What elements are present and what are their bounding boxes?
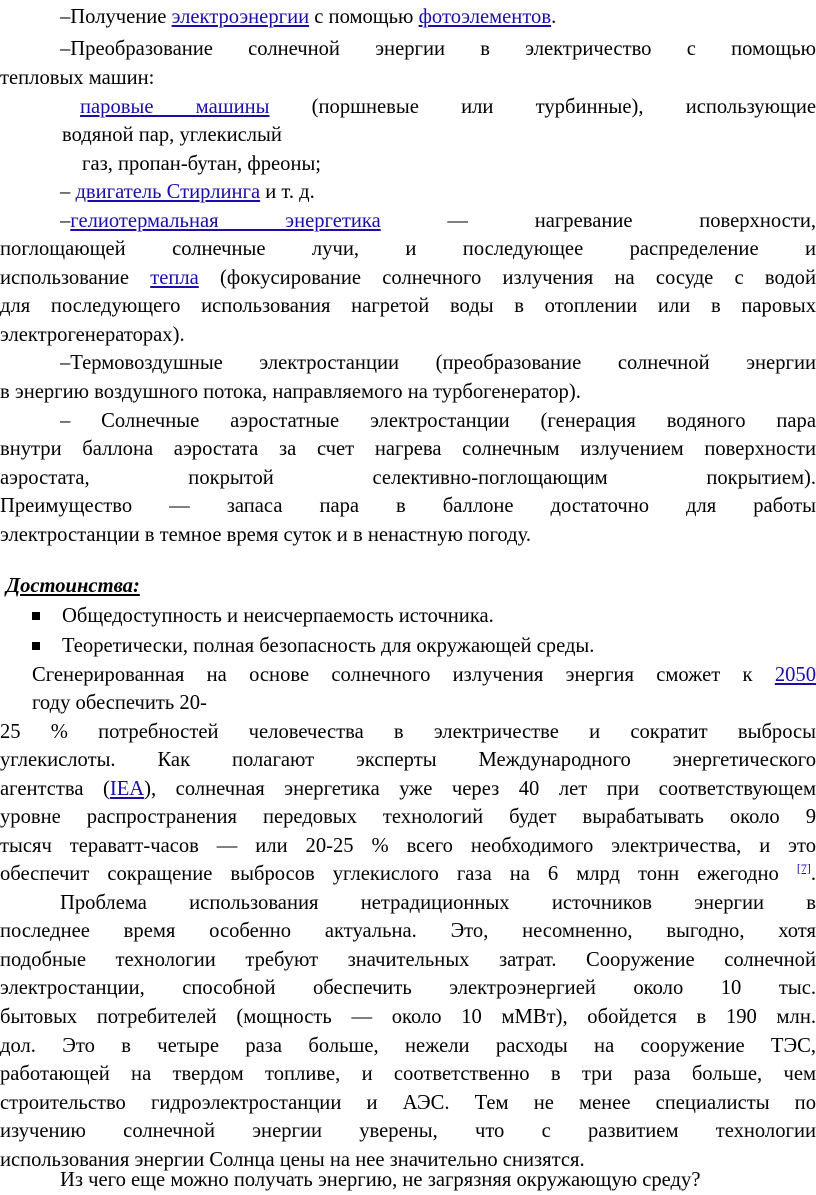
link-heat[interactable]: тепла (150, 267, 199, 289)
line-1: –Получение электроэнергии с помощью фотоэлементов. (60, 6, 557, 28)
line-38: изучению солнечной энергии уверены, что с развитием технологии (0, 1120, 816, 1142)
square-bullet-icon (32, 612, 40, 620)
line-34: бытовых потребителей (мощность — около 10 мМВт), обойдется в 190 млн. (0, 1006, 816, 1028)
link-steam-engines[interactable]: паровые машины (80, 96, 270, 118)
link-photocells[interactable]: фотоэлементов (418, 6, 552, 28)
line-10: использование тепла (фокусирование солнечного излучения на сосуде с водой (0, 267, 816, 289)
line-32: подобные технологии требуют значительных затрат. Сооружение солнечной (0, 949, 816, 971)
line-36: работающей на твердом топливе, и соответственно в три раза больше, чем (0, 1063, 816, 1085)
line-31: последнее время особенно актуальна. Это, несомненно, выгодно, хотя (0, 920, 816, 942)
line-40: Из чего еще можно получать энергию, не загрязняя окружающую среду? (60, 1169, 701, 1191)
line-2: –Преобразование солнечной энергии в электричество с помощью (60, 38, 816, 60)
line-25: углекислоты. Как полагают эксперты Международного энергетического (0, 749, 816, 771)
line-22: Сгенерированная на основе солнечного излучения энергия сможет к 2050 (32, 664, 816, 686)
link-heliothermal-energy[interactable]: гелиотермальная энергетика (70, 210, 381, 232)
line-37: строительство гидроэлектростанции и АЭС. Тем не менее специалисты по (0, 1092, 816, 1114)
link-iea[interactable]: IEA (109, 778, 145, 800)
line-5: водяной пар, углекислый (62, 124, 282, 146)
line-15: – Солнечные аэростатные электростанции (генерация водяного пара (60, 410, 816, 432)
line-30: Проблема использования нетрадиционных источников энергии в (60, 892, 816, 914)
link-2050[interactable]: 2050 (774, 664, 816, 686)
line-19: электростанции в темное время суток и в ненастную погоду. (0, 524, 531, 546)
bullet-item-2: Теоретически, полная безопасность для окружающей среды. (0, 631, 816, 661)
line-29: обеспечит сокращение выбросов углекислого газа на 6 млрд тонн ежегодно [7]. (0, 861, 816, 885)
line-8: –гелиотермальная энергетика — нагревание поверхности, (60, 210, 816, 232)
advantages-heading: Достоинства: (6, 575, 140, 597)
link-stirling-engine[interactable]: двигатель Стирлинга (75, 181, 261, 203)
line-39: использования энергии Солнца цены на нее значительно снизятся. (0, 1149, 585, 1171)
footnote-ref-7[interactable]: [7] (796, 861, 811, 876)
link-electroenergy[interactable]: электроэнергии (171, 6, 310, 28)
line-17: аэростата, покрытой селективно-поглощающим покрытием). (0, 467, 816, 489)
line-13: –Термовоздушные электростанции (преобразование солнечной энергии (60, 352, 816, 374)
line-12: электрогенераторах). (0, 324, 185, 346)
line-24: 25 % потребностей человечества в электричестве и сократит выбросы (0, 721, 816, 743)
line-7: – двигатель Стирлинга и т. д. (60, 181, 315, 203)
line-18: Преимущество — запаса пара в баллоне достаточно для работы (0, 495, 816, 517)
line-3: тепловых машин: (0, 67, 155, 89)
line-14: в энергию воздушного потока, направляемого на турбогенератор). (0, 381, 581, 403)
line-9: поглощающей солнечные лучи, и последующее распределение и (0, 238, 816, 260)
line-4: паровые машины (поршневые или турбинные), использующие (80, 96, 816, 118)
line-6: газ, пропан-бутан, фреоны; (82, 153, 322, 175)
line-35: дол. Это в четыре раза больше, нежели расходы на сооружение ТЭС, (0, 1035, 816, 1057)
line-27: уровне распространения передовых технологий будет вырабатывать около 9 (0, 806, 816, 828)
line-28: тысяч тераватт-часов — или 20-25 % всего необходимого электричества, и это (0, 835, 816, 857)
line-23: году обеспечить 20- (32, 692, 207, 714)
square-bullet-icon (32, 642, 40, 650)
line-11: для последующего использования нагретой воды в отоплении или в паровых (0, 295, 816, 317)
line-33: электростанции, способной обеспечить электроэнергией около 10 тыс. (0, 977, 816, 999)
bullet-item-1: Общедоступность и неисчерпаемость источника. (0, 601, 816, 631)
line-26: агентства (IEA), солнечная энергетика уже через 40 лет при соответствующем (0, 778, 816, 800)
line-16: внутри баллона аэростата за счет нагрева солнечным излучением поверхности (0, 438, 816, 460)
